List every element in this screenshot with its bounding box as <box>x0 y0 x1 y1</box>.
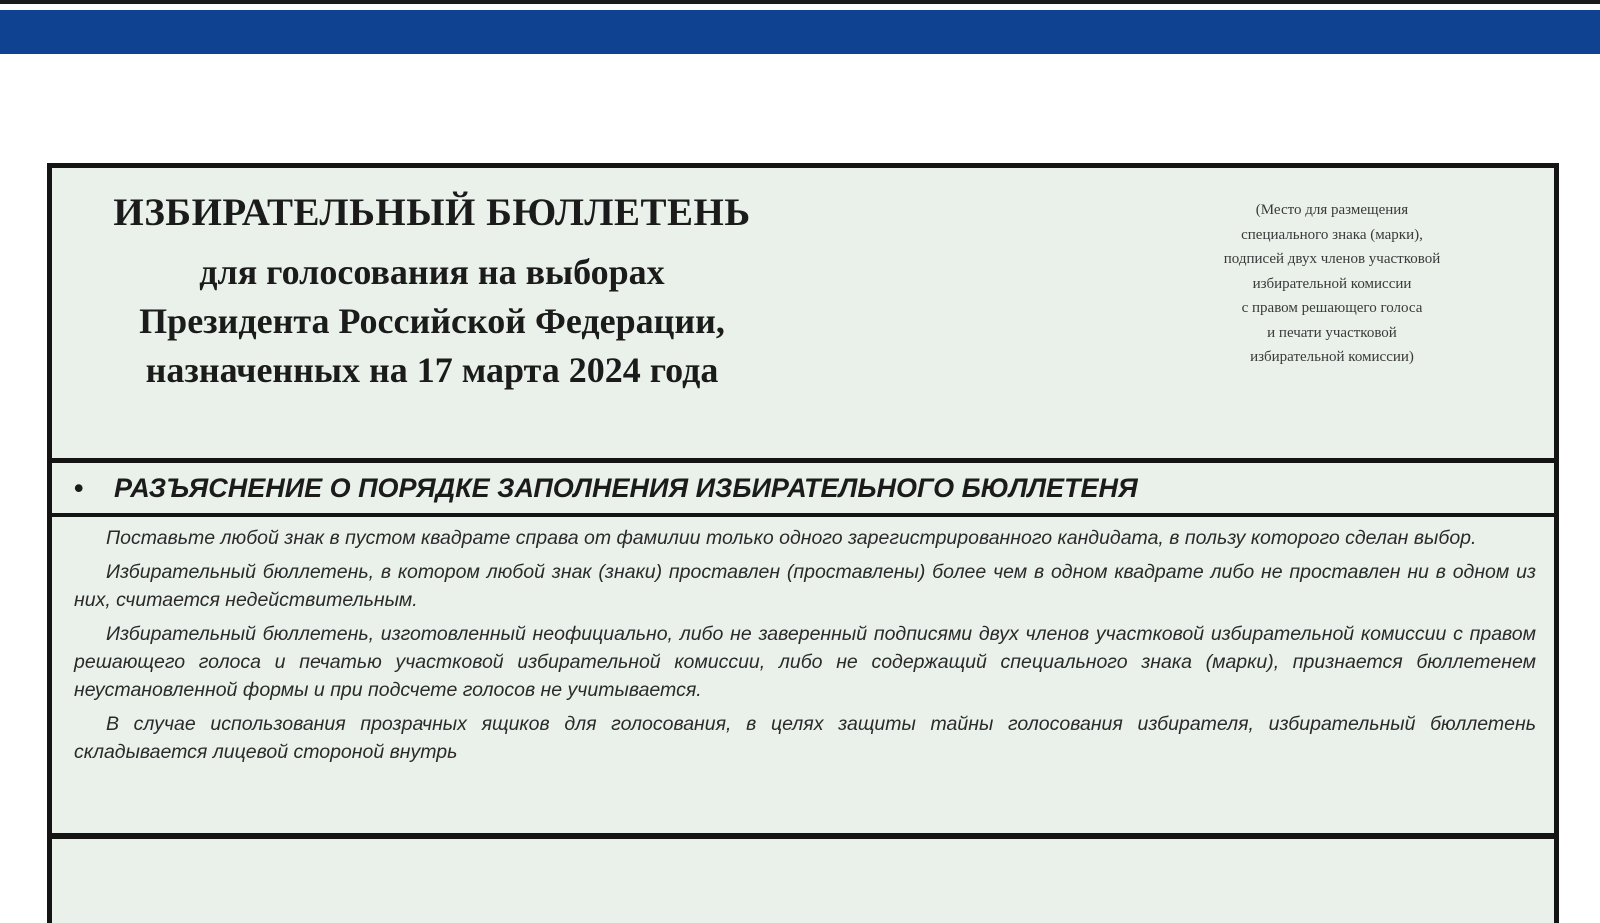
section-divider <box>52 513 1554 517</box>
ballot-header <box>52 168 1554 463</box>
mark-place-line: и печати участковой <box>1267 324 1397 341</box>
instruction-paragraph: В случае использования прозрачных ящиков для голосования, в целях защиты тайны голосования избирателя, избирательный бюллетень складывается лицевой стороной внутрь <box>74 713 1536 763</box>
mark-place-line: с правом решающего голоса <box>1241 300 1423 316</box>
top-divider-line <box>0 0 1600 4</box>
ballot-title-block <box>113 186 751 395</box>
ballot-subtitle <box>52 248 812 395</box>
bullet-icon: • <box>74 473 84 503</box>
explanation-heading <box>74 466 1534 511</box>
top-blue-banner <box>0 10 1600 54</box>
mark-place-line: избирательной комиссии) <box>1250 349 1414 365</box>
section-divider <box>52 458 1554 463</box>
instruction-paragraph: Избирательный бюллетень, изготовленный неофициально, либо не заверенный подписями двух членов участковой избирательной комиссии с правом решающего голоса и печатью участковой избирательной комиссии, либо не содержащий специального знака (марки), признается бюллетенем неустановленной формы и при подсчете голосов не учитывается. <box>74 623 1536 701</box>
explanation-instructions <box>74 524 1536 772</box>
instruction-paragraph: Избирательный бюллетень, в котором любой знак (знаки) проставлен (проставлены) более чем в одном квадрате либо не проставлен ни в одном из них, считается недействительным. <box>74 561 1536 611</box>
mark-place-line: (Место для размещения <box>1255 202 1409 218</box>
mark-place-line: специального знака (марки), <box>1241 226 1423 243</box>
mark-place-line: избирательной комиссии <box>1252 275 1412 292</box>
ballot-subtitle-line: для голосования на выборах <box>199 252 665 292</box>
ballot-title: ИЗБИРАТЕЛЬНЫЙ БЮЛЛЕТЕНЬ <box>113 191 751 234</box>
ballot-document <box>47 163 1559 923</box>
explanation-heading-text: РАЗЪЯСНЕНИЕ О ПОРЯДКЕ ЗАПОЛНЕНИЯ ИЗБИРАТЕЛЬНОГО БЮЛЛЕТЕНЯ <box>114 473 1138 503</box>
ballot-subtitle-line: Президента Российской Федерации, <box>139 301 725 341</box>
special-mark-placeholder <box>1167 198 1497 370</box>
section-divider <box>52 833 1554 839</box>
mark-place-line: подписей двух членов участковой <box>1223 251 1441 267</box>
instruction-paragraph: Поставьте любой знак в пустом квадрате справа от фамилии только одного зарегистрированного кандидата, в пользу которого сделан выбор. <box>106 527 1477 549</box>
ballot-subtitle-line: назначенных на 17 марта 2024 года <box>145 350 719 390</box>
